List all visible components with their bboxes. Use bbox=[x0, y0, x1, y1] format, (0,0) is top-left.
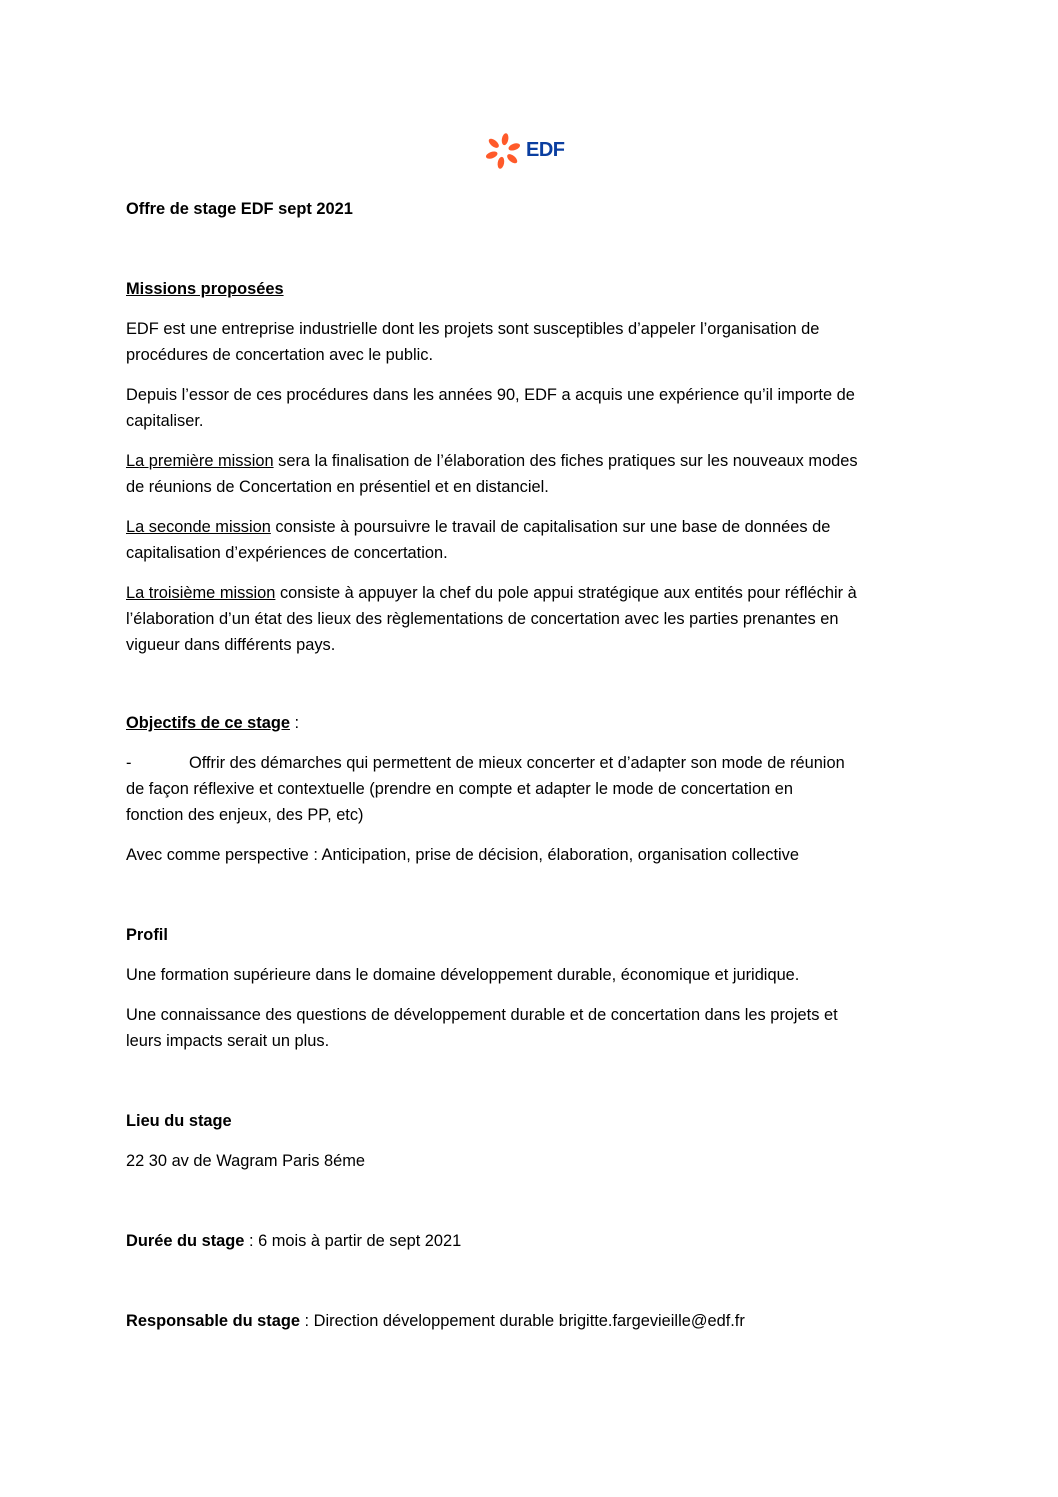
missions-p2-line2: capitaliser. bbox=[126, 412, 204, 430]
mission3-line3: vigueur dans différents pays. bbox=[126, 636, 336, 654]
missions-p1-line1: EDF est une entreprise industrielle dont les projets sont susceptibles d’appeler l’organisation de bbox=[126, 320, 820, 338]
responsable-line bbox=[126, 1311, 745, 1331]
mission3-line1 bbox=[126, 583, 857, 603]
mission3-line2: l’élaboration d’un état des lieux des règlementations de concertation avec les parties prenantes en bbox=[126, 610, 839, 628]
document-title: Offre de stage EDF sept 2021 bbox=[126, 200, 353, 218]
lieu-heading: Lieu du stage bbox=[126, 1112, 232, 1130]
profil-heading: Profil bbox=[126, 926, 168, 944]
responsable-value: : Direction développement durable brigitte.fargevieille@edf.fr bbox=[299, 1312, 745, 1330]
mission1-text: sera la finalisation de l’élaboration des fiches pratiques sur les nouveaux modes bbox=[273, 452, 858, 470]
objectifs-dash: - bbox=[126, 754, 132, 772]
mission1-line1 bbox=[126, 451, 858, 471]
profil-p1: Une formation supérieure dans le domaine développement durable, économique et juridique. bbox=[126, 966, 800, 984]
duree-line bbox=[126, 1231, 461, 1251]
objectifs-perspective: Avec comme perspective : Anticipation, prise de décision, élaboration, organisation collective bbox=[126, 846, 799, 864]
duree-label: Durée du stage bbox=[126, 1232, 245, 1250]
mission2-line2: capitalisation d’expériences de concertation. bbox=[126, 544, 448, 562]
mission1-label: La première mission bbox=[126, 452, 274, 470]
objectifs-heading-suffix: : bbox=[289, 714, 300, 732]
mission2-text: consiste à poursuivre le travail de capitalisation sur une base de données de bbox=[270, 518, 831, 536]
edf-logo bbox=[483, 131, 575, 171]
objectifs-item-line3: fonction des enjeux, des PP, etc) bbox=[126, 806, 364, 824]
mission3-text: consiste à appuyer la chef du pole appui stratégique aux entités pour réfléchir à bbox=[275, 584, 857, 602]
edf-logo-text: EDF bbox=[526, 139, 565, 161]
objectifs-heading-line bbox=[126, 713, 299, 733]
mission1-line2: de réunions de Concertation en présentiel et en distanciel. bbox=[126, 478, 549, 496]
missions-heading: Missions proposées bbox=[126, 280, 284, 298]
profil-p2-line1: Une connaissance des questions de développement durable et de concertation dans les projets et bbox=[126, 1006, 838, 1024]
objectifs-item-line1: Offrir des démarches qui permettent de mieux concerter et d’adapter son mode de réunion bbox=[189, 754, 845, 772]
objectifs-heading: Objectifs de ce stage bbox=[126, 714, 290, 732]
profil-p2-line2: leurs impacts serait un plus. bbox=[126, 1032, 330, 1050]
mission2-line1 bbox=[126, 517, 830, 537]
objectifs-item-line2: de façon réflexive et contextuelle (prendre en compte et adapter le mode de concertation en bbox=[126, 780, 793, 798]
responsable-label: Responsable du stage bbox=[126, 1312, 300, 1330]
edf-star-icon bbox=[483, 131, 523, 171]
missions-p1-line2: procédures de concertation avec le public. bbox=[126, 346, 434, 364]
missions-p2-line1: Depuis l’essor de ces procédures dans les années 90, EDF a acquis une expérience qu’il importe de bbox=[126, 386, 855, 404]
mission3-label: La troisième mission bbox=[126, 584, 276, 602]
lieu-address: 22 30 av de Wagram Paris 8éme bbox=[126, 1152, 365, 1170]
mission2-label: La seconde mission bbox=[126, 518, 271, 536]
duree-value: : 6 mois à partir de sept 2021 bbox=[244, 1232, 462, 1250]
